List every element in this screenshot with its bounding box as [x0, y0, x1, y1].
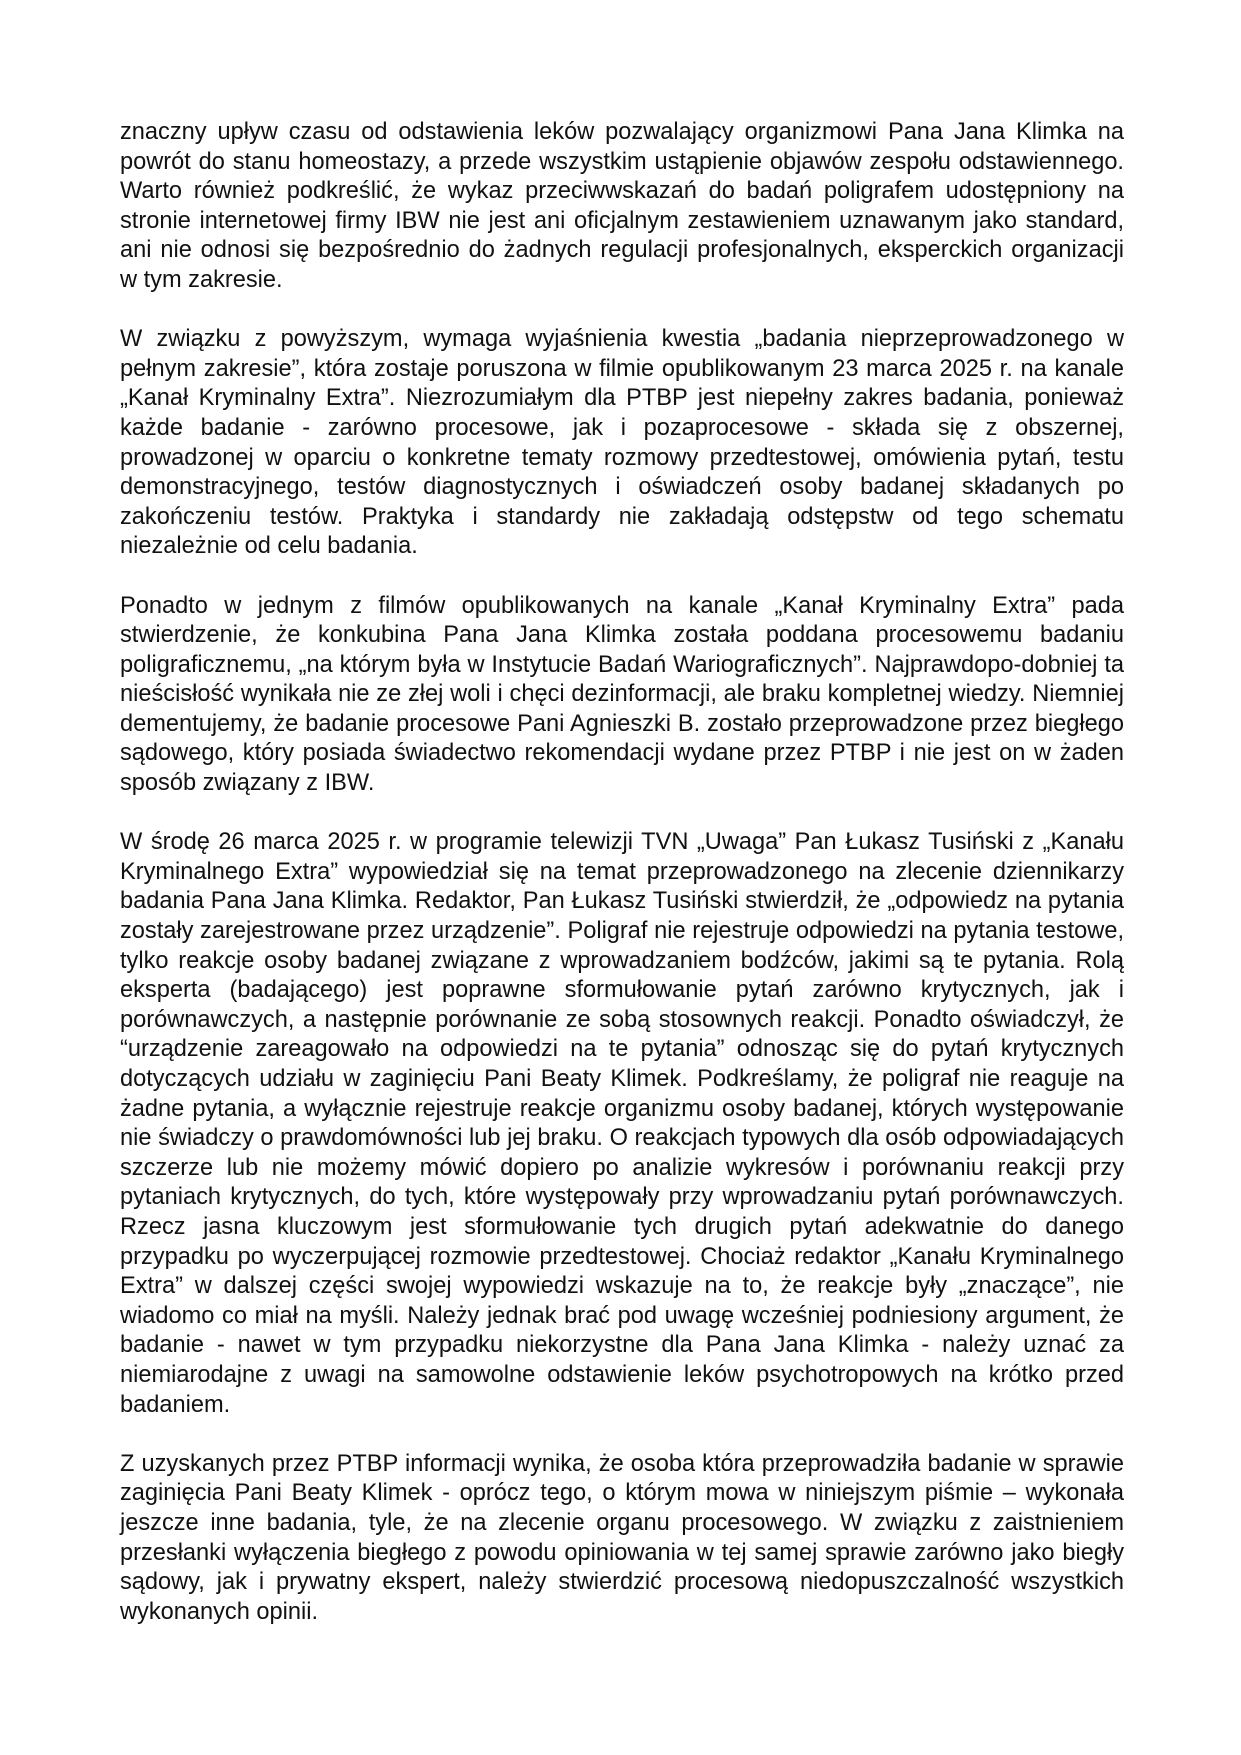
paragraph-4: W środę 26 marca 2025 r. w programie telewizji TVN „Uwaga” Pan Łukasz Tusiński z „Kanału Kryminalnego Extra” wypowiedział się na temat przeprowadzonego na zlecenie dziennikarzy badania Pana Jana Klimka. Redaktor, Pan Łukasz Tusiński stwierdził, że „odpowiedz na pytania zostały zarejestrowane przez urządzenie”. Poligraf nie rejestruje odpowiedzi na pytania testowe, tylko reakcje osoby badanej związane z wprowadzaniem bodźców, jakimi są te pytania. Rolą eksperta (badającego) jest poprawne sformułowanie pytań zarówno krytycznych, jak i porównawczych, a następnie porównanie ze sobą stosownych reakcji. Ponadto oświadczył, że “urządzenie zareagowało na odpowiedzi na te pytania” odnosząc się do pytań krytycznych dotyczących udziału w zaginięciu Pani Beaty Klimek. Podkreślamy, że poligraf nie reaguje na żadne pytania, a wyłącznie rejestruje reakcje organizmu osoby badanej, których występowanie nie świadczy o prawdomówności lub jej braku. O reakcjach typowych dla osób odpowiadających szczerze lub nie możemy mówić dopiero po analizie wykresów i porównaniu reakcji przy pytaniach krytycznych, do tych, które występowały przy wprowadzaniu pytań porównawczych. Rzecz jasna kluczowym jest sformułowanie tych drugich pytań adekwatnie do danego przypadku po wyczerpującej rozmowie przedtestowej. Chociaż redaktor „Kanału Kryminalnego Extra” w dalszej części swojej wypowiedzi wskazuje na to, że reakcje były „znaczące”, nie wiadomo co miał na myśli. Należy jednak brać pod uwagę wcześniej podniesiony argument, że badanie - nawet w tym przypadku niekorzystne dla Pana Jana Klimka - należy uznać za niemiarodajne z uwagi na samowolne odstawienie leków psychotropowych na krótko przed badaniem. — [120, 829, 1124, 1418]
paragraph-2: W związku z powyższym, wymaga wyjaśnienia kwestia „badania nieprzeprowadzonego w pełnym zakresie”, która zostaje poruszona w filmie opublikowanym 23 marca 2025 r. na kanale „Kanał Kryminalny Extra”. Niezrozumiałym dla PTBP jest niepełny zakres badania, ponieważ każde badanie - zarówno procesowe, jak i pozaprocesowe - składa się z obszernej, prowadzonej w oparciu o konkretne tematy rozmowy przedtestowej, omówienia pytań, testu demonstracyjnego, testów diagnostycznych i oświadczeń osoby badanej składanych po zakończeniu testów. Praktyka i standardy nie zakładają odstępstw od tego schematu niezależnie od celu badania. — [120, 326, 1124, 560]
paragraph-1: znaczny upływ czasu od odstawienia leków pozwalający organizmowi Pana Jana Klimka na powrót do stanu homeostazy, a przede wszystkim ustąpienie objawów zespołu odstawiennego. Warto również podkreślić, że wykaz przeciwwskazań do badań poligrafem udostępniony na stronie internetowej firmy IBW nie jest ani oficjalnym zestawieniem uznawanym jako standard, ani nie odnosi się bezpośrednio do żadnych regulacji profesjonalnych, eksperckich organizacji w tym zakresie. — [120, 119, 1124, 293]
paragraph-3: Ponadto w jednym z filmów opublikowanych na kanale „Kanał Kryminalny Extra” pada stwierdzenie, że konkubina Pana Jana Klimka została poddana procesowemu badaniu poligraficznemu, „na którym była w Instytucie Badań Wariograficznych”. Najprawdopo-dobniej ta nieścisłość wynikała nie ze złej woli i chęci dezinformacji, ale braku kompletnej wiedzy. Niemniej dementujemy, że badanie procesowe Pani Agnieszki B. zostało przeprowadzone przez biegłego sądowego, który posiada świadectwo rekomendacji wydane przez PTBP i nie jest on w żaden sposób związany z IBW. — [120, 592, 1124, 797]
document-body — [120, 118, 1124, 1627]
paragraph-5: Z uzyskanych przez PTBP informacji wynika, że osoba która przeprowadziła badanie w sprawie zaginięcia Pani Beaty Klimek - oprócz tego, o którym mowa w niniejszym piśmie – wykonała jeszcze inne badania, tyle, że na zlecenie organu procesowego. W związku z zaistnieniem przesłanki wyłączenia biegłego z powodu opiniowania w tej samej sprawie zarówno jako biegły sądowy, jak i prywatny ekspert, należy stwierdzić procesową niedopuszczalność wszystkich wykonanych opinii. — [120, 1450, 1124, 1625]
